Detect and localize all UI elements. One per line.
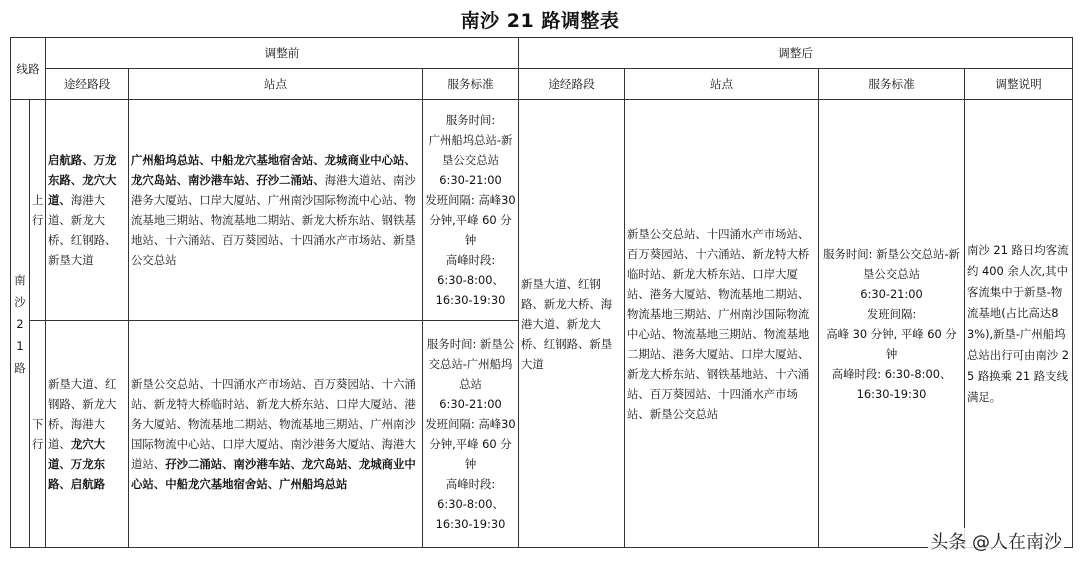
header-stops-after: 站点 bbox=[625, 69, 819, 100]
direction-down: 下行 bbox=[30, 321, 46, 548]
down-path-normal: 新垦大道、红钢路、新龙大桥、海港大道、 bbox=[48, 377, 117, 451]
service-line: 6:30-21:00 bbox=[860, 286, 923, 301]
service-line: 发班间隔: 高峰30 分钟,平峰 60 分钟 bbox=[425, 193, 516, 247]
service-line: 服务时间: 新垦公交总站-广州船坞总站 bbox=[426, 337, 515, 391]
header-service-before: 服务标准 bbox=[423, 69, 519, 100]
page-title: 南沙 21 路调整表 bbox=[460, 10, 620, 32]
service-line: 高峰 30 分钟, 平峰 60 分钟 bbox=[826, 326, 957, 361]
header-after: 调整后 bbox=[519, 38, 1073, 69]
header-service-after: 服务标准 bbox=[819, 69, 965, 100]
service-line: 发班间隔: bbox=[866, 306, 917, 321]
service-line: 服务时间: 新垦公交总站-新垦公交总站 bbox=[823, 246, 960, 281]
service-line: 6:30-8:00、 bbox=[437, 273, 504, 287]
service-after bbox=[819, 100, 965, 548]
down-stops-before bbox=[129, 321, 423, 548]
header-path-after: 途经路段 bbox=[519, 69, 625, 100]
service-line: 6:30-8:00、 bbox=[437, 497, 504, 511]
service-line: 6:30-21:00 bbox=[439, 397, 502, 411]
service-line: 服务时间: bbox=[445, 113, 496, 127]
down-stops-normal: 新垦公交总站、十四涌水产市场站、百万葵园站、十六涌站、新龙特大桥临时站、新龙大桥东站、口岸大厦站、港务大厦站、物流基地二期站、物流基地三期站、广州南沙国际物流中心站、口岸大厦站、南沙港务大厦站、海港大道站、 bbox=[131, 377, 416, 471]
up-path-before bbox=[46, 100, 129, 321]
down-service-before bbox=[423, 321, 519, 548]
service-line: 16:30-19:30 bbox=[856, 386, 927, 401]
up-stops-bold: 广州船坞总站、中船龙穴基地宿舍站、龙城商业中心站、龙穴岛站、南沙港车站、孖沙二涌站、 bbox=[131, 153, 416, 187]
stops-after: 新垦公交总站、十四涌水产市场站、百万葵园站、十六涌站、新龙特大桥临时站、新龙大桥东站、口岸大厦站、港务大厦站、物流基地二期站、物流基地三期站、广州南沙国际物流中心站、物流基地三期站、物流基地二期站、港务大厦站、口岸大厦站、新龙大桥东站、钢铁基地站、十六涌站、百万葵园站、十四涌水产市场站、新垦公交总站 bbox=[625, 100, 819, 548]
service-line: 高峰时段: bbox=[445, 477, 496, 491]
down-path-bold: 龙穴大道、万龙东路、启航路 bbox=[48, 437, 105, 491]
adjustment-note: 南沙 21 路日均客流约 400 余人次,其中客流集中于新垦-物流基地(占比高达83%),新垦-广州船坞总站出行可由南沙 25 路换乘 21 路支线满足。 bbox=[965, 100, 1073, 548]
service-line: 16:30-19:30 bbox=[435, 517, 506, 531]
up-stops-before bbox=[129, 100, 423, 321]
direction-up: 上行 bbox=[30, 100, 46, 321]
header-before: 调整前 bbox=[46, 38, 519, 69]
down-path-before bbox=[46, 321, 129, 548]
header-line: 线路 bbox=[11, 38, 46, 100]
watermark: 头条 @人在南沙 bbox=[928, 528, 1064, 554]
service-line: 高峰时段: bbox=[445, 253, 496, 267]
service-line: 16:30-19:30 bbox=[435, 293, 506, 307]
path-after: 新垦大道、红钢路、新龙大桥、海港大道、新龙大桥、红钢路、新垦大道 bbox=[519, 100, 625, 548]
up-service-before bbox=[423, 100, 519, 321]
up-path-bold: 启航路、万龙东路、龙穴大道、 bbox=[48, 153, 117, 207]
header-note: 调整说明 bbox=[965, 69, 1073, 100]
service-line: 6:30-21:00 bbox=[439, 173, 502, 187]
route-name: 南沙21路 bbox=[11, 100, 30, 548]
service-line: 广州船坞总站-新垦公交总站 bbox=[428, 133, 513, 167]
adjustment-table bbox=[10, 37, 1073, 548]
header-stops-before: 站点 bbox=[129, 69, 423, 100]
header-path-before: 途经路段 bbox=[46, 69, 129, 100]
service-line: 发班间隔: 高峰30 分钟,平峰 60 分钟 bbox=[425, 417, 516, 471]
service-line: 高峰时段: 6:30-8:00、 bbox=[831, 366, 952, 381]
down-stops-bold: 孖沙二涌站、南沙港车站、龙穴岛站、龙城商业中心站、中船龙穴基地宿舍站、广州船坞总站 bbox=[131, 457, 416, 491]
up-path-normal: 海港大道、新龙大桥、红钢路、新垦大道 bbox=[48, 193, 117, 267]
up-stops-normal: 海港大道站、南沙港务大厦站、口岸大厦站、广州南沙国际物流中心站、物流基地三期站、物流基地二期站、新龙大桥东站、钢铁基地站、十六涌站、百万葵园站、十四涌水产市场站、新垦公交总站 bbox=[131, 173, 416, 267]
